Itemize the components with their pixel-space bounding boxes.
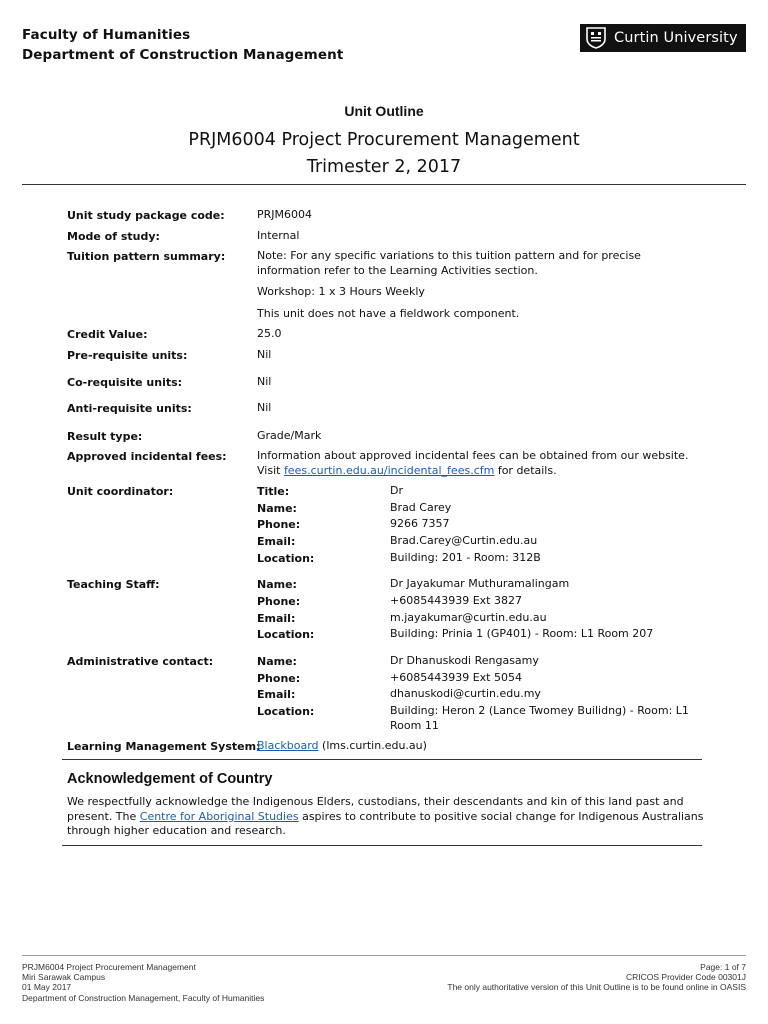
page-title: PRJM6004 Project Procurement Management (188, 130, 580, 150)
lms-url: (lms.curtin.edu.au) (318, 739, 427, 752)
acknowledgement-before: We respectfully acknowledge the Indigenous Elders, custodians, their descendants and kin of this land past and present. The (67, 795, 684, 823)
footer-campus: Miri Sarawak Campus (22, 972, 106, 983)
tuition-note: Note: For any specific variations to this tuition pattern and for precise information refer to the Learning Activities section. (257, 249, 641, 277)
curtin-logo (580, 24, 746, 52)
blackboard-link[interactable]: Blackboard (257, 739, 319, 752)
workshop-value: Workshop: 1 x 3 Hours Weekly (257, 285, 425, 298)
footer-authoritative: The only authoritative version of this Unit Outline is to be found online in OASIS (447, 982, 746, 993)
coordinator-phone: 9266 7357 (390, 517, 450, 530)
fees-info: Information about approved incidental fees can be obtained from our website. (257, 449, 689, 462)
admin-location: Building: Heron 2 (Lance Twomey Builidng) - Room: L1 Room 11 (390, 704, 689, 732)
admin-phone: +6085443939 Ext 5054 (390, 671, 522, 684)
faculty-name: Faculty of Humanities (22, 27, 191, 43)
coordinator-location: Building: 201 - Room: 312B (390, 551, 541, 564)
mode-label: Mode of study: (67, 230, 160, 243)
unit-outline-label: Unit Outline (344, 103, 424, 119)
coreq-value: Nil (257, 375, 272, 388)
teaching-staff-label: Teaching Staff: (67, 578, 160, 591)
admin-name: Dr Dhanuskodi Rengasamy (390, 654, 539, 667)
result-type-label: Result type: (67, 430, 143, 443)
page-subtitle: Trimester 2, 2017 (306, 157, 462, 177)
lms-label: Learning Management System: (67, 740, 261, 753)
coordinator-title-label: Title: (257, 485, 290, 498)
antireq-value: Nil (257, 401, 272, 414)
aboriginal-studies-link[interactable]: Centre for Aboriginal Studies (139, 809, 299, 823)
header-divider (22, 184, 746, 185)
footer-page: Page: 1 of 7 (700, 962, 746, 972)
footer-unit: PRJM6004 Project Procurement Management (22, 962, 196, 972)
fees-text (257, 449, 697, 478)
teaching-phone: +6085443939 Ext 3827 (390, 594, 522, 607)
lms-value (257, 739, 697, 754)
teaching-phone-label: Phone: (257, 595, 301, 608)
teaching-location: Building: Prinia 1 (GP401) - Room: L1 Room 207 (390, 627, 654, 640)
fees-link[interactable]: fees.curtin.edu.au/incidental_fees.cfm (283, 463, 495, 477)
admin-name-label: Name: (257, 655, 297, 668)
admin-contact-label: Administrative contact: (67, 655, 214, 668)
fees-label: Approved incidental fees: (67, 450, 227, 463)
prereq-label: Pre-requisite units: (67, 349, 188, 362)
teaching-name-label: Name: (257, 578, 297, 591)
admin-location-label: Location: (257, 705, 315, 718)
mode-value: Internal (257, 229, 300, 242)
coordinator-title: Dr (390, 484, 403, 497)
coordinator-name: Brad Carey (390, 501, 452, 514)
footer-department: Department of Construction Management, Faculty of Humanities (22, 992, 265, 1003)
coreq-label: Co-requisite units: (67, 376, 183, 389)
teaching-location-label: Location: (257, 628, 315, 641)
logo-text: Curtin University (614, 30, 738, 46)
acknowledgement-after: aspires to contribute to positive social change for Indigenous Australians through higher education and research. (67, 809, 704, 837)
acknowledgement-divider (62, 845, 702, 846)
crest-icon (586, 27, 606, 49)
footer-right (447, 962, 746, 993)
coordinator-email-label: Email: (257, 535, 296, 548)
fieldwork-value: This unit does not have a fieldwork component. (257, 307, 520, 320)
coordinator-location-label: Location: (257, 552, 315, 565)
credit-label: Credit Value: (67, 328, 148, 341)
acknowledgement-heading: Acknowledgement of Country (67, 771, 273, 787)
prereq-value: Nil (257, 348, 272, 361)
footer-divider (22, 955, 746, 956)
teaching-email[interactable]: m.jayakumar@curtin.edu.au (390, 611, 547, 624)
teaching-name: Dr Jayakumar Muthuramalingam (390, 577, 570, 590)
coordinator-phone-label: Phone: (257, 518, 301, 531)
lms-divider (62, 759, 702, 760)
admin-phone-label: Phone: (257, 672, 301, 685)
acknowledgement-text (67, 795, 707, 839)
credit-value: 25.0 (257, 327, 282, 340)
fees-after: for details. (494, 463, 557, 477)
footer-left (22, 962, 264, 1003)
antireq-label: Anti-requisite units: (67, 402, 192, 415)
footer-date: 01 May 2017 (22, 982, 72, 993)
package-code-value: PRJM6004 (257, 208, 313, 221)
department-name: Department of Construction Management (22, 47, 344, 63)
teaching-email-label: Email: (257, 612, 296, 625)
tuition-label: Tuition pattern summary: (67, 250, 226, 263)
footer-cricos: CRICOS Provider Code 00301J (625, 972, 746, 983)
coordinator-name-label: Name: (257, 502, 297, 515)
result-type-value: Grade/Mark (257, 429, 322, 442)
admin-email-label: Email: (257, 688, 296, 701)
package-code-label: Unit study package code: (67, 209, 225, 222)
coordinator-email[interactable]: Brad.Carey@Curtin.edu.au (390, 534, 538, 547)
fees-visit: Visit (257, 463, 284, 477)
coordinator-label: Unit coordinator: (67, 485, 174, 498)
admin-email[interactable]: dhanuskodi@curtin.edu.my (390, 687, 541, 700)
